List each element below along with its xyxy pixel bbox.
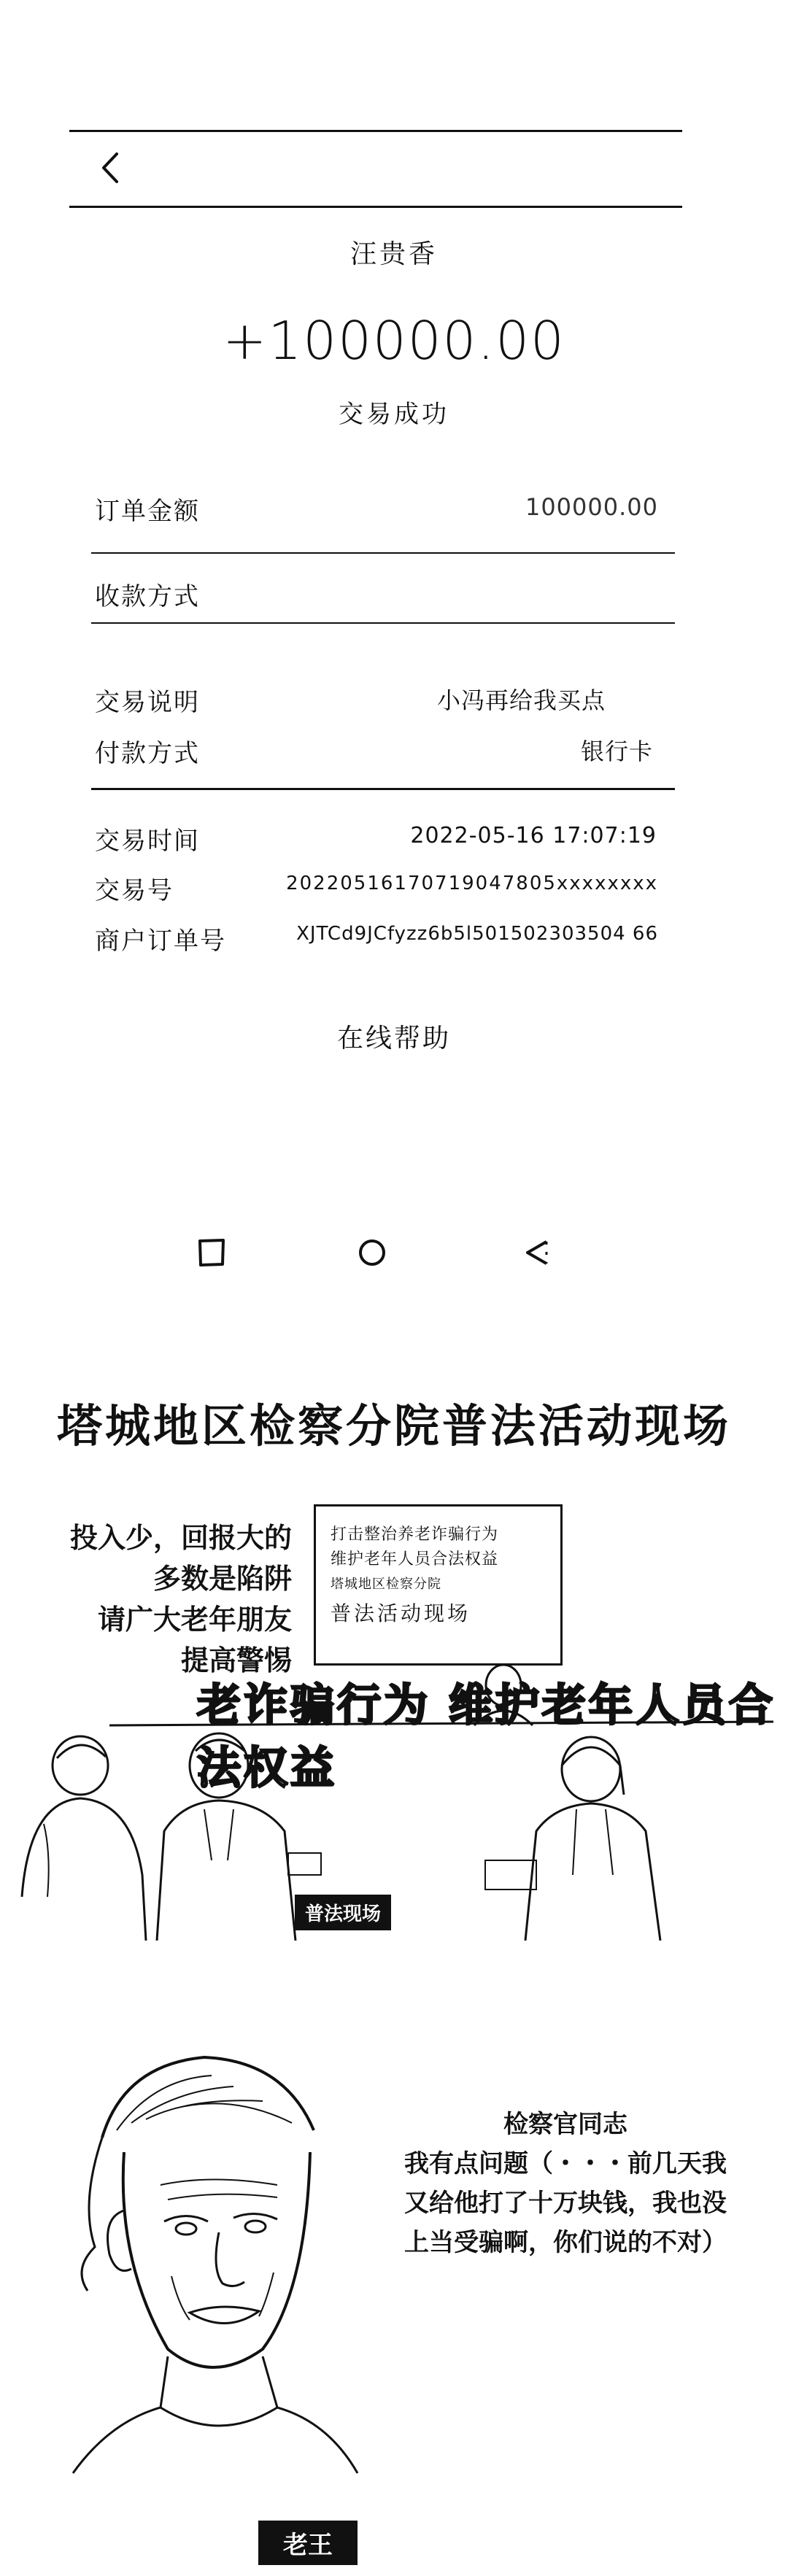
- comic-title: 塔城地区检察分院普法活动现场: [56, 1399, 731, 1453]
- board-line: 打击整治养老诈骗行为: [331, 1525, 499, 1544]
- warning-line: 多数是陷阱: [152, 1562, 292, 1595]
- old-woman-portrait: [44, 2028, 365, 2480]
- section-divider: [91, 788, 675, 790]
- recent-apps-button[interactable]: [196, 1237, 228, 1272]
- transaction-status: 交易成功: [339, 400, 449, 429]
- row-label: 订单金额: [95, 497, 200, 526]
- row-divider: [91, 552, 675, 554]
- row-label: 收款方式: [95, 582, 200, 611]
- board-line: 塔城地区检察分院: [331, 1577, 441, 1592]
- speech-line: 上当受骗啊，你们说的不对）: [404, 2228, 727, 2257]
- board-line: 维护老年人员合法权益: [331, 1550, 499, 1569]
- board-text: [331, 1523, 498, 1626]
- row-label: 交易说明: [95, 688, 200, 717]
- row-label: 交易时间: [95, 827, 200, 856]
- row-label: 付款方式: [95, 739, 200, 768]
- warning-line: 请广大老年朋友: [97, 1603, 292, 1636]
- row-value: 银行卡: [580, 738, 653, 765]
- warning-line: 投入少，回报大的: [69, 1521, 292, 1554]
- help-link[interactable]: 在线帮助: [336, 1024, 451, 1053]
- triangle-back-icon: [522, 1237, 554, 1269]
- row-value: 2022-05-16 17:07:19: [410, 823, 657, 848]
- back-button[interactable]: [96, 150, 125, 189]
- home-button[interactable]: [356, 1237, 388, 1272]
- row-label: 商户订单号: [95, 927, 226, 956]
- character-tag: 老王: [258, 2521, 358, 2565]
- speech-line: 我有点问题（・・・前几天我: [404, 2149, 727, 2178]
- row-divider: [91, 622, 675, 624]
- speech-line: 检察官同志: [503, 2110, 627, 2139]
- header-divider: [69, 206, 682, 208]
- circle-icon: [356, 1237, 388, 1269]
- amount: +100000.00: [223, 310, 565, 371]
- board-line: 普法活动现场: [331, 1601, 471, 1625]
- row-value: 小冯再给我买点: [436, 686, 606, 714]
- banner-slogan: 老诈骗行为 维护老年人员合法权益: [197, 1680, 776, 1794]
- row-value: XJTCd9JCfyzz6b5l501502303504 66: [296, 923, 658, 945]
- scene-tag: 普法现场: [295, 1895, 391, 1930]
- speech-text: [358, 2105, 773, 2262]
- square-icon: [196, 1237, 228, 1269]
- back-nav-button[interactable]: [522, 1237, 554, 1272]
- chevron-left-icon: [96, 150, 125, 186]
- speech-line: 又给他打了十万块钱，我也没: [404, 2189, 727, 2218]
- payee-name: 汪贵香: [349, 239, 438, 269]
- row-value: 20220516170719047805xxxxxxxx: [286, 873, 658, 894]
- row-label: 交易号: [95, 876, 174, 905]
- top-divider: [69, 130, 682, 132]
- row-value: 100000.00: [525, 493, 658, 521]
- warning-line: 提高警惕: [180, 1644, 292, 1676]
